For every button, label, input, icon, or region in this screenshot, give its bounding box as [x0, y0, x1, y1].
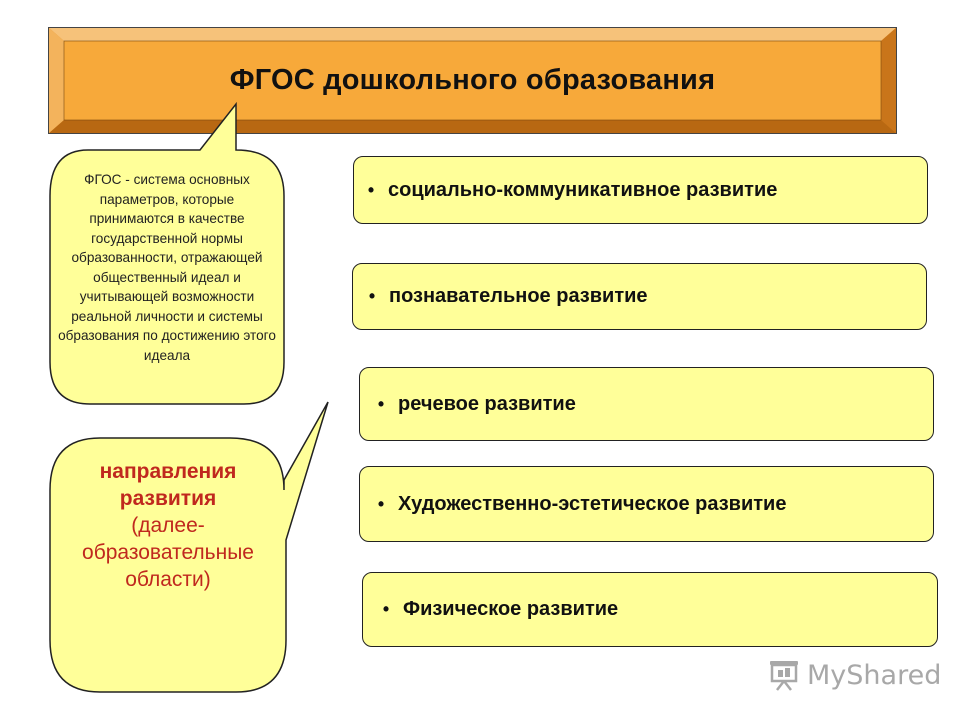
directions-line-4: образовательные: [82, 541, 254, 564]
page-title: ФГОС дошкольного образования: [229, 64, 716, 96]
area-label: Художественно-эстетическое развитие: [398, 492, 787, 515]
directions-text: [58, 458, 278, 593]
definition-text: ФГОС - система основных параметров, которые принимаются в качестве государственной нормы образованности, отражающей общественный идеал и учитывающей возможности реальной личности и системы образования по достижению этого идеала: [58, 172, 276, 363]
directions-line-5: области): [125, 568, 211, 591]
area-social-communicative: [353, 156, 928, 224]
watermark-text: MyShared: [807, 659, 942, 691]
area-physical: [362, 572, 938, 647]
area-label: социально-коммуникативное развитие: [388, 178, 778, 201]
bullet-icon: •: [377, 393, 385, 414]
area-speech: [359, 367, 934, 441]
directions-line-3: (далее-: [131, 514, 205, 537]
bullet-icon: •: [377, 493, 385, 514]
bullet-icon: •: [382, 599, 390, 619]
projector-screen-icon: [767, 659, 801, 691]
directions-line-2: развития: [119, 487, 217, 510]
area-label: речевое развитие: [398, 392, 576, 415]
watermark: [767, 655, 941, 695]
directions-line-1: направления: [99, 460, 237, 483]
area-artistic-aesthetic: [359, 466, 934, 542]
area-label: Физическое развитие: [403, 598, 619, 620]
area-cognitive: [352, 263, 927, 330]
bullet-icon: •: [367, 179, 375, 200]
area-label: познавательное развитие: [389, 285, 648, 307]
bullet-icon: •: [368, 286, 376, 306]
